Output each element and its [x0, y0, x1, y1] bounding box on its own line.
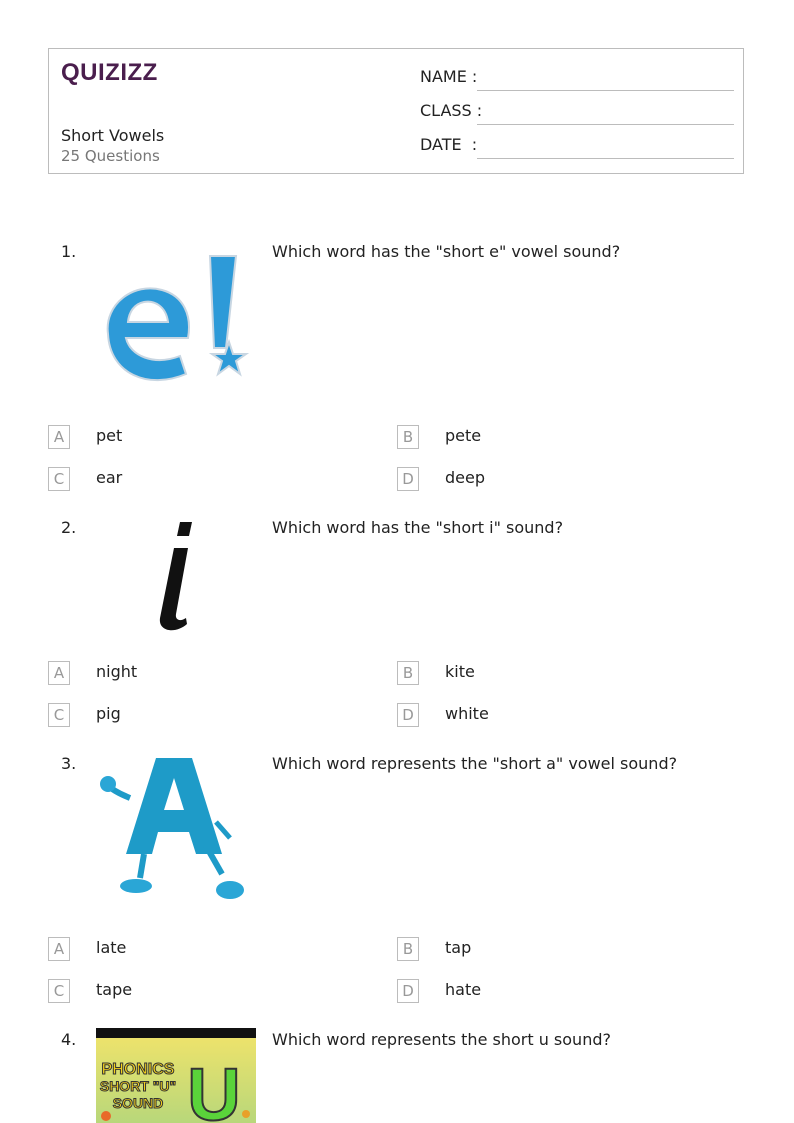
worksheet-title: Short Vowels	[61, 126, 165, 145]
option-text: pete	[445, 426, 482, 445]
option-letter: B	[397, 937, 419, 961]
option-text: tap	[445, 938, 472, 957]
option-letter: D	[397, 467, 419, 491]
option-letter: A	[48, 937, 70, 961]
option-letter: B	[397, 661, 419, 685]
name-label: NAME :	[420, 67, 478, 86]
question-number: 4.	[61, 1030, 77, 1049]
option-text: pig	[96, 704, 121, 723]
class-field	[420, 101, 734, 125]
option-3c[interactable]	[48, 979, 348, 1003]
option-letter: C	[48, 467, 70, 491]
question-text: Which word represents the "short a" vowel sound?	[272, 754, 678, 773]
image-line2: SHORT "U"	[99, 1078, 177, 1094]
option-1b[interactable]	[397, 425, 697, 449]
image-line1: PHONICS	[101, 1061, 175, 1078]
option-3b[interactable]	[397, 937, 697, 961]
image-line3: SOUND	[112, 1095, 164, 1111]
option-letter: D	[397, 703, 419, 727]
option-3a[interactable]	[48, 937, 348, 961]
option-2d[interactable]	[397, 703, 697, 727]
option-text: late	[96, 938, 127, 957]
option-letter: D	[397, 979, 419, 1003]
image-letter: U	[187, 1053, 241, 1123]
option-letter: B	[397, 425, 419, 449]
question-count: 25 Questions	[61, 147, 160, 165]
option-2a[interactable]	[48, 661, 348, 685]
option-2b[interactable]	[397, 661, 697, 685]
option-1c[interactable]	[48, 467, 348, 491]
letter-i-icon	[96, 518, 256, 668]
option-2c[interactable]	[48, 703, 348, 727]
option-text: pet	[96, 426, 123, 445]
date-field	[420, 135, 734, 159]
name-field	[420, 67, 734, 91]
question-number: 2.	[61, 518, 77, 537]
option-text: deep	[445, 468, 485, 487]
option-text: night	[96, 662, 138, 681]
date-line[interactable]	[477, 158, 734, 159]
phonics-short-u-image	[96, 1028, 256, 1123]
question-text: Which word has the "short e" vowel sound?	[272, 242, 621, 261]
quizizz-logo	[61, 59, 158, 87]
option-3d[interactable]	[397, 979, 697, 1003]
option-text: ear	[96, 468, 123, 487]
logo-text: QUIZIZZ	[61, 59, 158, 86]
option-text: tape	[96, 980, 133, 999]
option-text: kite	[445, 662, 475, 681]
date-label: DATE :	[420, 135, 478, 154]
question-number: 1.	[61, 242, 77, 261]
worksheet-header	[48, 48, 744, 174]
option-1a[interactable]	[48, 425, 348, 449]
class-line[interactable]	[477, 124, 734, 125]
name-line[interactable]	[477, 90, 734, 91]
option-text: white	[445, 704, 489, 723]
question-text: Which word has the "short i" sound?	[272, 518, 564, 537]
option-letter: C	[48, 979, 70, 1003]
option-letter: A	[48, 425, 70, 449]
question-text: Which word represents the short u sound?	[272, 1030, 611, 1049]
letter-a-character-icon	[96, 754, 256, 904]
option-letter: C	[48, 703, 70, 727]
letter-e-exclamation-icon	[96, 242, 256, 392]
class-label: CLASS :	[420, 101, 483, 120]
question-number: 3.	[61, 754, 77, 773]
option-1d[interactable]	[397, 467, 697, 491]
option-letter: A	[48, 661, 70, 685]
option-text: hate	[445, 980, 482, 999]
